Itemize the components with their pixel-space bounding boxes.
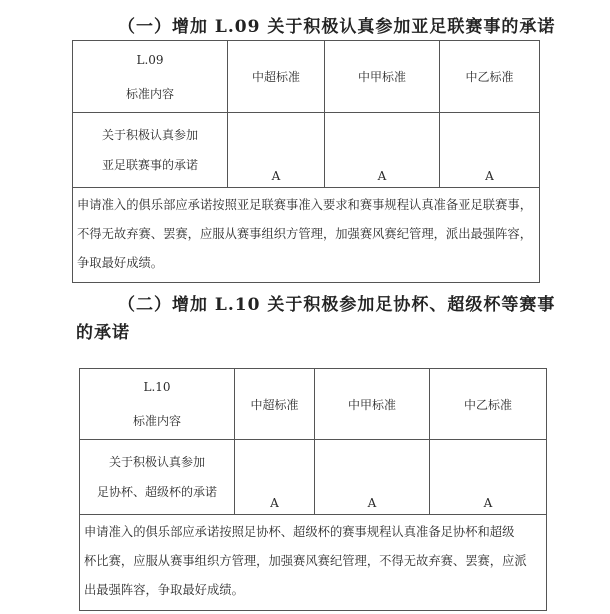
section-1-heading: （一）增加 L.09 关于积极认真参加亚足联赛事的承诺: [118, 17, 556, 37]
criterion-line: 亚足联赛事的承诺: [101, 158, 198, 172]
column-header-csl: 中超标准: [228, 41, 325, 113]
note-line: 出最强阵容，争取最好成绩。: [84, 583, 244, 597]
column-header-cl1: 中甲标准: [325, 41, 440, 113]
table-note-row: [73, 188, 540, 283]
column-header-cl1: 中甲标准: [315, 369, 430, 440]
requirement-note: [73, 188, 540, 283]
grade-csl: A: [228, 113, 325, 188]
criterion-cell: [73, 113, 228, 188]
criterion-cell: [80, 440, 235, 515]
code-cell: [80, 369, 235, 440]
grade-cl1: A: [325, 113, 440, 188]
table-row: [80, 440, 547, 515]
standard-code: L.10: [143, 380, 171, 394]
table-header-row: [80, 369, 547, 440]
grade-cl1: A: [315, 440, 430, 515]
standard-content-label: 标准内容: [125, 86, 174, 101]
section-2-heading: （二）增加 L.10 关于积极参加足协杯、超级杯等赛事: [118, 295, 556, 315]
column-header-csl: 中超标准: [235, 369, 315, 440]
note-line: 不得无故弃赛、罢赛，应服从赛事组织方管理，加强赛风赛纪管理，派出最强阵容，: [77, 227, 532, 241]
table-header-row: [73, 41, 540, 113]
grade-cl2: A: [440, 113, 540, 188]
column-header-cl2: 中乙标准: [430, 369, 547, 440]
criterion-line: 足协杯、超级杯的承诺: [96, 485, 217, 499]
note-line: 杯比赛，应服从赛事组织方管理，加强赛风赛纪管理，不得无故弃赛、罢赛，应派: [84, 554, 527, 568]
note-line: 申请准入的俱乐部应承诺按照亚足联赛事准入要求和赛事规程认真准备亚足联赛事，: [77, 198, 532, 212]
criterion-line: 关于积极认真参加: [108, 455, 205, 469]
table-row: [73, 113, 540, 188]
standards-table-l09: [72, 40, 540, 283]
code-cell: [73, 41, 228, 113]
note-line: 争取最好成绩。: [77, 256, 164, 270]
requirement-note: [80, 515, 547, 611]
criterion-line: 关于积极认真参加: [101, 128, 198, 142]
note-line: 申请准入的俱乐部应承诺按照足协杯、超级杯的赛事规程认真准备足协杯和超级: [84, 525, 515, 539]
standards-table-l10: [79, 368, 547, 611]
table-note-row: [80, 515, 547, 611]
grade-csl: A: [235, 440, 315, 515]
grade-cl2: A: [430, 440, 547, 515]
standard-content-label: 标准内容: [132, 414, 181, 428]
standard-code: L.09: [136, 52, 164, 67]
section-2-heading-continued: 的承诺: [76, 323, 130, 343]
column-header-cl2: 中乙标准: [440, 41, 540, 113]
